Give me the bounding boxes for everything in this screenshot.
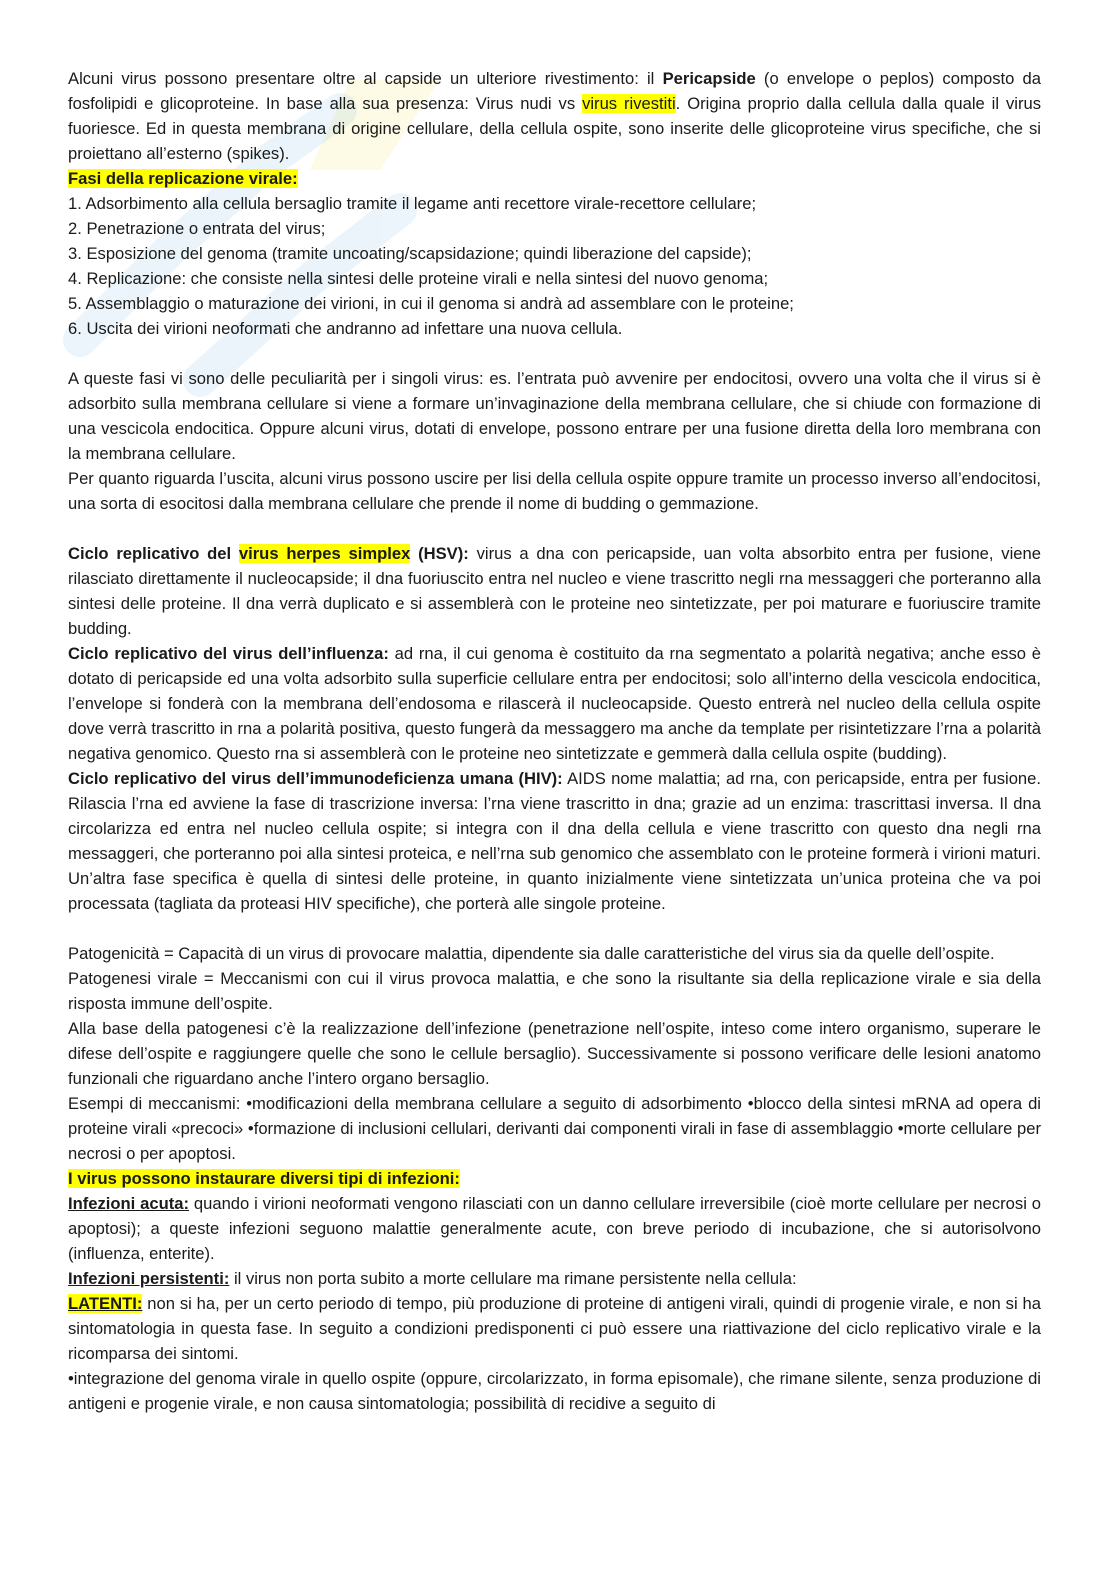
peculiarities-paragraph: A queste fasi vi sono delle peculiarità per i singoli virus: es. l’entrata può avvenire per endocitosi, ovvero una volta che il virus si è adsorbito sulla membrana cellulare si viene a formare un’invaginazione della membrana cellulare, che si chiude con formazione di una vescicola endocitica. Oppure alcuni virus, dotati di envelope, possono entrare per una fusione diretta della loro membrana con la membrana cellulare. <box>68 369 1041 463</box>
infections-heading: I virus possono instaurare diversi tipi di infezioni: <box>68 1169 460 1188</box>
exit-paragraph: Per quanto riguarda l’uscita, alcuni virus possono uscire per lisi della cellula ospite oppure tramite un processo inverso all’endocitosi, una sorta di esocitosi dalla membrana cellulare che prende il nome di budding o gemmazione. <box>68 469 1041 513</box>
term-pericapside: Pericapside <box>662 69 756 88</box>
list-item: 3. Esposizione del genoma (tramite uncoating/scapsidazione; quindi liberazione del capside); <box>68 244 752 263</box>
influenza-paragraph: Ciclo replicativo del virus dell’influenza: ad rna, il cui genoma è costituito da rna segmentato a polarità negativa; anche esso è dotato di pericapside ed una volta adsorbito sulla superficie cellulare entra per endocitosi; solo all’interno della vescicola endocitica, l’envelope si fonderà con la membrana dell’endosoma e rilascerà il nucleocapside. Questo entrerà nel nucleo della cellula ospite dove verrà trascritto in rna a polarità positiva, questo fungerà da messaggero ma anche da template per risintetizzare l’rna a polarità negativa genomico. Questo rna si assemblerà con le proteine neo sintetizzate e gemmerà dalla cellula ospite (budding). <box>68 644 1041 763</box>
list-item: 6. Uscita dei virioni neoformati che andranno ad infettare una nuova cellula. <box>68 319 623 338</box>
integration-bullet: •integrazione del genoma virale in quello ospite (oppure, circolarizzato, in forma episomale), che rimane silente, senza produzione di antigeni e progenie virale, e non causa sintomatologia; possibilità di recidive a seguito di <box>68 1369 1041 1413</box>
pathogenesis-definition: Patogenesi virale = Meccanismi con cui il virus provoca malattia, e che sono la risultante sia della replicazione virale e sia della risposta immune dell’ospite. <box>68 969 1041 1013</box>
list-item: 2. Penetrazione o entrata del virus; <box>68 219 326 238</box>
hiv-paragraph: Ciclo replicativo del virus dell’immunodeficienza umana (HIV): AIDS nome malattia; ad rna, con pericapside, entra per fusione. Rilascia l’rna ed avviene la fase di trascrizione inversa: l’rna viene trascritto in dna; grazie ad un enzima: trascrittasi inversa. Il dna circolarizza ed entra nel nucleo cellula ospite; si integra con il dna della cellula e viene trascritto con questo dna negli rna messaggeri, che porteranno poi alla sintesi proteica, e nell’rna sub genomico che assemblato con le proteine formerà i virioni maturi. Un’altra fase specifica è quella di sintesi delle proteine, in quanto inizialmente viene sintetizzata un’unica proteina che va poi processata (tagliata da proteasi HIV specifiche), che porterà alle singole proteine. <box>68 769 1042 913</box>
document-page <box>68 66 1041 1416</box>
list-item: 5. Assemblaggio o maturazione dei virioni, in cui il genoma si andrà ad assemblare con le proteine; <box>68 294 794 313</box>
latent-infection-paragraph: LATENTI: non si ha, per un certo periodo di tempo, più produzione di proteine di antigeni virali, quindi di progenie virale, e non si ha sintomatologia in questa fase. In seguito a condizioni predisponenti ci può essere una riattivazione del ciclo replicativo virale e la ricomparsa dei sintomi. <box>68 1294 1041 1363</box>
pathogenicity-definition: Patogenicità = Capacità di un virus di provocare malattia, dipendente sia dalle caratteristiche del virus sia da quelle dell’ospite. <box>68 944 995 963</box>
list-item: 1. Adsorbimento alla cellula bersaglio tramite il legame anti recettore virale-recettore cellulare; <box>68 194 757 213</box>
persistent-infection-paragraph: Infezioni persistenti: il virus non porta subito a morte cellulare ma rimane persistente nella cellula: <box>68 1269 797 1288</box>
mechanisms-examples: Esempi di meccanismi: •modificazioni della membrana cellulare a seguito di adsorbimento •blocco della sintesi mRNA ad opera di proteine virali «precoci» •formazione di inclusioni cellulari, derivanti dai componenti virali in fase di assemblaggio •morte cellulare per necrosi o per apoptosi. <box>68 1094 1041 1163</box>
acute-infection-paragraph: Infezioni acuta: quando i virioni neoformati vengono rilasciati con un danno cellulare irreversibile (cioè morte cellulare per necrosi o apoptosi); a queste infezioni seguono malattie generalmente acute, con breve periodo di incubazione, che si autorisolvono (influenza, enterite). <box>68 1194 1041 1263</box>
pathogenesis-basis: Alla base della patogenesi c’è la realizzazione dell’infezione (penetrazione nell’ospite, inteso come intero organismo, superare le difese dell’ospite e raggiungere quelle che sono le cellule bersaglio). Successivamente si possono verificare delle lesioni anatomo funzionali che riguardano anche l’intero organo bersaglio. <box>68 1019 1041 1088</box>
phases-heading: Fasi della replicazione virale: <box>68 169 298 188</box>
intro-paragraph: Alcuni virus possono presentare oltre al capside un ulteriore rivestimento: il Pericapside (o envelope o peplos) composto da fosfolipidi e glicoproteine. In base alla sua presenza: Virus nudi vs virus rivestiti. Origina proprio dalla cellula dalla quale il virus fuoriesce. Ed in questa membrana di origine cellulare, della cellula ospite, sono inserite delle glicoproteine virus specifiche, che si proiettano all’esterno (spikes). <box>68 69 1041 163</box>
highlight-virus-rivestiti: virus rivestiti <box>582 94 676 113</box>
highlight-herpes: virus herpes simplex <box>238 544 411 563</box>
list-item: 4. Replicazione: che consiste nella sintesi delle proteine virali e nella sintesi del nuovo genoma; <box>68 269 769 288</box>
phases-list <box>68 191 1041 341</box>
hsv-paragraph: Ciclo replicativo del virus herpes simplex (HSV): virus a dna con pericapside, uan volta absorbito entra per fusione, viene rilasciato direttamente il nucleocapside; il dna fuoriuscito entra nel nucleo e viene trascritto negli rna messaggeri che porteranno alla sintesi delle proteine. Il dna verrà duplicato e si assemblerà con le proteine neo sintetizzate, per poi maturare e fuoriuscire tramite budding. <box>68 544 1041 638</box>
